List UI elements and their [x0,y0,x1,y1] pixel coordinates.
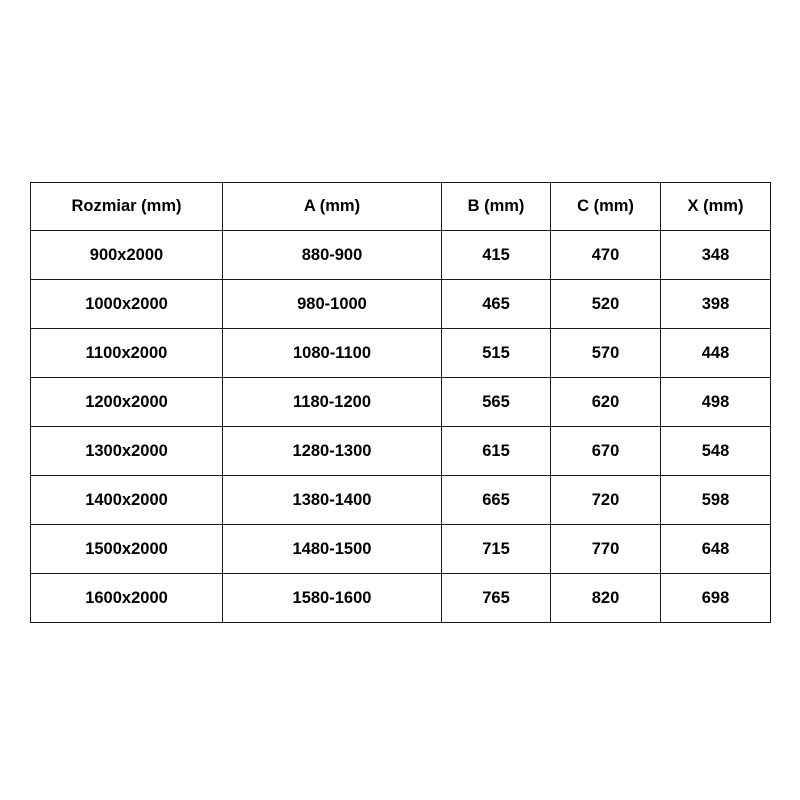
cell-a: 1580-1600 [223,574,442,623]
cell-x: 398 [661,280,771,329]
spec-table-container [30,182,770,623]
column-header-a: A (mm) [223,183,442,231]
cell-size: 1100x2000 [31,329,223,378]
cell-a: 880-900 [223,231,442,280]
cell-x: 548 [661,427,771,476]
cell-c: 820 [551,574,661,623]
cell-x: 598 [661,476,771,525]
cell-b: 765 [442,574,551,623]
table-row [31,525,771,574]
table-row [31,329,771,378]
cell-a: 1180-1200 [223,378,442,427]
cell-a: 1080-1100 [223,329,442,378]
cell-b: 715 [442,525,551,574]
table-row [31,574,771,623]
cell-b: 415 [442,231,551,280]
table-row [31,280,771,329]
cell-size: 1300x2000 [31,427,223,476]
cell-c: 620 [551,378,661,427]
cell-b: 515 [442,329,551,378]
table-row [31,378,771,427]
cell-a: 980-1000 [223,280,442,329]
cell-a: 1480-1500 [223,525,442,574]
cell-c: 770 [551,525,661,574]
column-header-b: B (mm) [442,183,551,231]
cell-c: 720 [551,476,661,525]
cell-x: 498 [661,378,771,427]
cell-b: 565 [442,378,551,427]
cell-b: 665 [442,476,551,525]
cell-a: 1280-1300 [223,427,442,476]
column-header-size: Rozmiar (mm) [31,183,223,231]
cell-c: 470 [551,231,661,280]
cell-a: 1380-1400 [223,476,442,525]
table-row [31,231,771,280]
cell-x: 698 [661,574,771,623]
cell-x: 648 [661,525,771,574]
cell-size: 900x2000 [31,231,223,280]
cell-c: 570 [551,329,661,378]
cell-x: 348 [661,231,771,280]
cell-b: 615 [442,427,551,476]
cell-size: 1200x2000 [31,378,223,427]
column-header-x: X (mm) [661,183,771,231]
column-header-c: C (mm) [551,183,661,231]
table-header-row [31,183,771,231]
cell-size: 1600x2000 [31,574,223,623]
cell-c: 670 [551,427,661,476]
cell-b: 465 [442,280,551,329]
table-row [31,476,771,525]
dimensions-table [30,182,771,623]
table-row [31,427,771,476]
cell-size: 1400x2000 [31,476,223,525]
cell-c: 520 [551,280,661,329]
cell-size: 1500x2000 [31,525,223,574]
cell-size: 1000x2000 [31,280,223,329]
cell-x: 448 [661,329,771,378]
